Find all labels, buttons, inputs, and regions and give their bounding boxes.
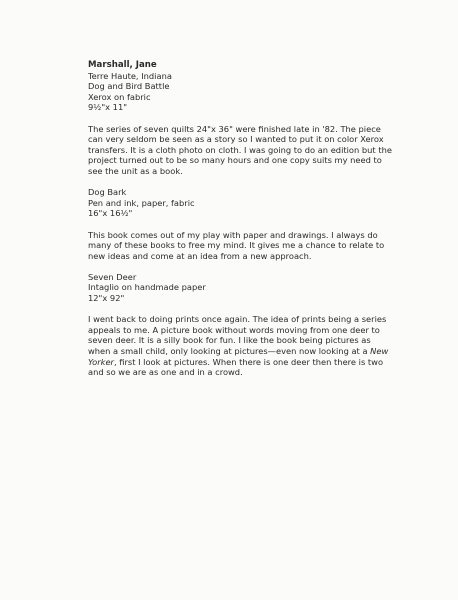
statement-line: and so we are as one and in a crowd. [88,367,243,378]
work-info [88,187,378,219]
statement-line [88,346,389,357]
artist-entry [88,60,392,388]
statement-line: transfers. It is a cloth photo on cloth. I was going to do an edition but the [88,144,392,155]
work-title: Seven Deer [88,271,137,282]
work-medium: Xerox on fabric [88,91,151,102]
work-statement [88,123,392,177]
work-dimensions: 9½"x 11" [88,102,128,113]
statement-line: The series of seven quilts 24"x 36" were finished late in '82. The piece [88,123,381,134]
work-statement [88,229,385,262]
italic-title-part: Yorker [88,356,114,367]
work-info [88,272,378,304]
statement-line: This book comes out of my play with paper and drawings. I always do [88,229,378,240]
work-medium: Intaglio on handmade paper [88,282,206,293]
work-medium: Pen and ink, paper, fabric [88,197,195,208]
statement-line: project turned out to be so many hours and one copy suits my need to [88,155,382,166]
italic-title-part: New [370,346,389,357]
artist-name: Marshall, Jane [88,60,157,70]
statement-text: when a small child, only looking at pictures—even now looking at a [88,346,368,357]
statement-line: new ideas and come at an idea from a new approach. [88,250,312,261]
statement-line: I went back to doing prints once again. The idea of prints being a series [88,314,387,325]
work-statement [88,314,389,378]
statement-line [88,356,384,368]
statement-text: , first I look at pictures. When there is one deer then there is two [113,356,384,367]
work-dimensions: 12"x 92" [88,293,125,304]
work-title: Dog Bark [88,187,127,198]
statement-line: seven deer. It is a silly book for fun. I like the book being pictures as [88,335,371,346]
statement-line: appeals to me. A picture book without words moving from one deer to [88,324,380,335]
statement-line: see the unit as a book. [88,165,183,176]
statement-line: can very seldom be seen as a story so I wanted to put it on color Xerox [88,134,384,145]
work-dimensions: 16"x 16½" [88,208,133,219]
statement-line: many of these books to free my mind. It gives me a chance to relate to [88,240,385,251]
artist-header [88,60,378,113]
artist-location: Terre Haute, Indiana [88,70,172,81]
work-title: Dog and Bird Battle [88,81,170,92]
